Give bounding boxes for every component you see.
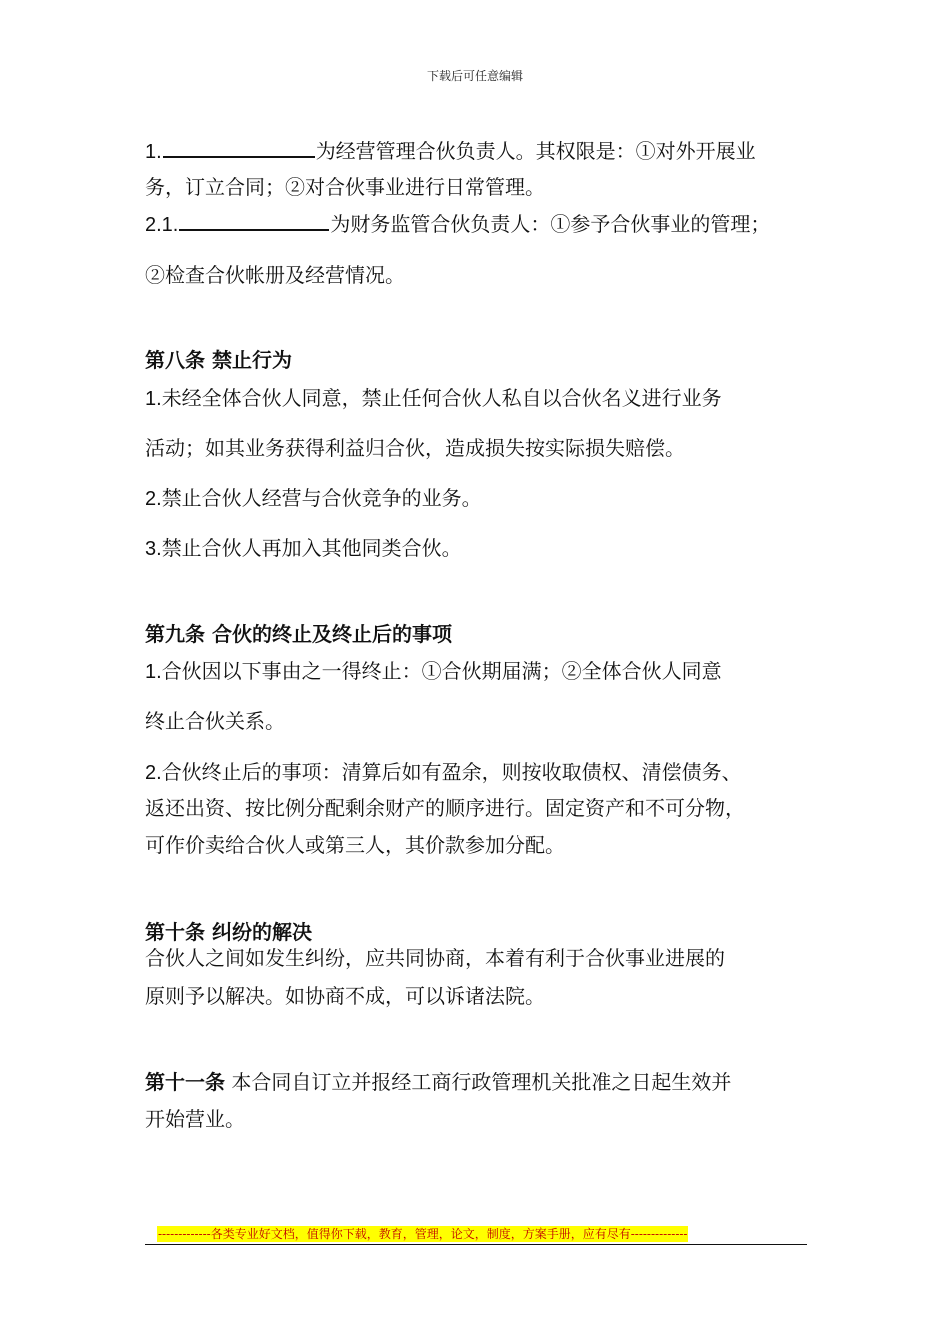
footer-divider: [145, 1244, 807, 1245]
item-number: 2.: [145, 762, 162, 784]
line-text: 本合同自订立并报经工商行政管理机关批准之日起生效并: [225, 1070, 732, 1094]
article-9-item-2-cont-2: 可作价卖给合伙人或第三人，其价款参加分配。: [145, 833, 565, 857]
line-text: 合伙终止后的事项：清算后如有盈余，则按收取债权、清偿债务、: [161, 760, 742, 784]
article-9-heading: 第九条 合伙的终止及终止后的事项: [145, 622, 452, 646]
article-10-text-cont: 原则予以解决。如协商不成，可以诉诸法院。: [145, 984, 545, 1008]
article-11-heading: 第十一条: [145, 1070, 225, 1094]
fill-in-blank: [163, 138, 315, 158]
article-8-item-1-cont: 活动；如其业务获得利益归合伙，造成损失按实际损失赔偿。: [145, 436, 685, 460]
article-8-item-1: [145, 385, 722, 412]
line-text: 禁止合伙人经营与合伙竞争的业务。: [161, 486, 482, 510]
responsibility-line-1: [145, 138, 756, 165]
line-text: 为经营管理合伙负责人。其权限是：①对外开展业: [315, 139, 756, 163]
article-10-heading: 第十条 纠纷的解决: [145, 920, 312, 944]
line-text: 禁止合伙人再加入其他同类合伙。: [161, 536, 462, 560]
item-number: 1.: [145, 661, 162, 683]
article-8-heading: 第八条 禁止行为: [145, 348, 292, 372]
article-11-text-cont: 开始营业。: [145, 1107, 245, 1131]
responsibility-line-2-cont: ②检查合伙帐册及经营情况。: [145, 263, 405, 287]
article-11-line: [145, 1069, 731, 1095]
line-text: 未经全体合伙人同意，禁止任何合伙人私自以合伙名义进行业务: [161, 386, 722, 410]
item-number: 2.1.: [145, 214, 179, 236]
responsibility-line-1-cont: 务，订立合同；②对合伙事业进行日常管理。: [145, 175, 545, 199]
article-9-item-1-cont: 终止合伙关系。: [145, 709, 285, 733]
article-8-item-2: [145, 485, 482, 512]
article-8-item-3: [145, 535, 462, 562]
page-header: 下载后可任意编辑: [426, 69, 523, 83]
line-text: 为财务监管合伙负责人：①参予合伙事业的管理；: [330, 212, 771, 236]
article-9-item-1: [145, 658, 722, 685]
responsibility-line-2: [145, 211, 770, 238]
item-number: 2.: [145, 488, 162, 510]
article-9-item-2: [145, 759, 742, 786]
footer-banner: -------------各类专业好文档，值得你下载，教育，管理，论文，制度，方案手册，应有尽有--------------: [158, 1227, 688, 1241]
line-text: 合伙因以下事由之一得终止：①合伙期届满；②全体合伙人同意: [161, 659, 722, 683]
item-number: 1.: [145, 388, 162, 410]
article-10-text: 合伙人之间如发生纠纷，应共同协商，本着有利于合伙事业进展的: [145, 946, 725, 970]
fill-in-blank: [179, 211, 329, 231]
article-9-item-2-cont-1: 返还出资、按比例分配剩余财产的顺序进行。固定资产和不可分物，: [145, 796, 745, 820]
item-number: 1.: [145, 141, 162, 163]
item-number: 3.: [145, 538, 162, 560]
